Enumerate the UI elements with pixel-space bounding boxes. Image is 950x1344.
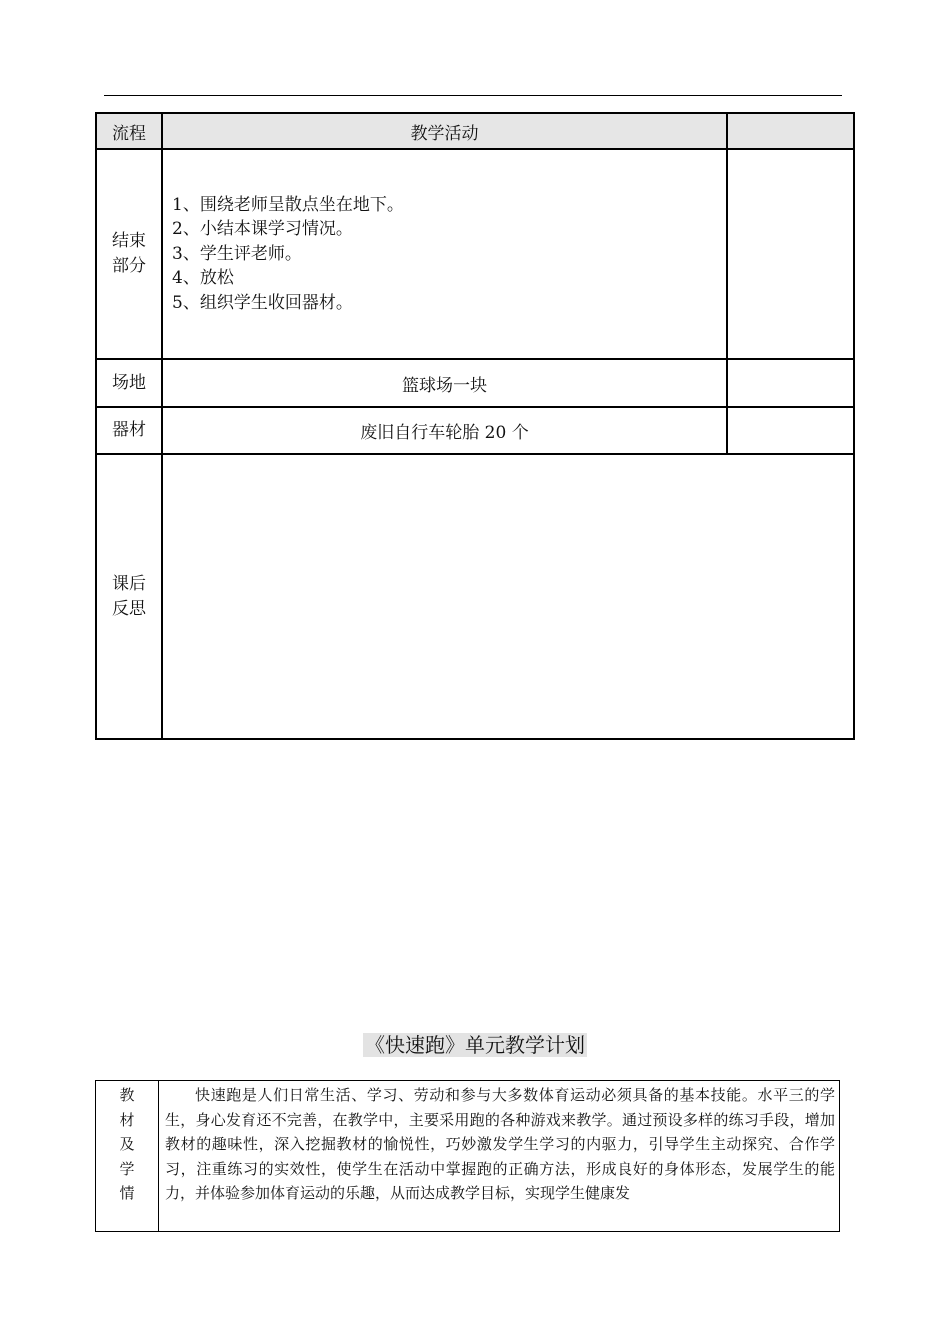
table-header-row [96, 113, 854, 149]
venue-label: 场地 [96, 359, 162, 407]
equipment-value: 废旧自行车轮胎 20 个 [162, 407, 727, 454]
equipment-label: 器材 [96, 407, 162, 454]
reflection-row [96, 454, 854, 739]
materials-label-cell [96, 1081, 159, 1232]
materials-label-char: 情 [119, 1184, 135, 1202]
ending-label: 结束 部分 [112, 231, 146, 276]
ending-notes-cell [727, 149, 854, 359]
materials-label-char: 教 [119, 1086, 135, 1104]
reflection-label-cell [96, 454, 162, 739]
header-rule [104, 95, 842, 96]
ending-activity-cell [162, 149, 727, 359]
ending-label-cell [96, 149, 162, 359]
venue-row [96, 359, 854, 407]
materials-description: 快速跑是人们日常生活、学习、劳动和参与大多数体育运动必须具备的基本技能。水平三的学生，身心发育还不完善，在教学中，主要采用跑的各种游戏来教学。通过预设多样的练习手段，增加教材的趣味性，深入挖掘教材的愉悦性，巧妙激发学生学习的内驱力，引导学生主动探究、合作学习，注重练习的实效性，使学生在活动中掌握跑的正确方法，形成良好的身体形态，发展学生的能力，并体验参加体育运动的乐趣，从而达成教学目标，实现学生健康发 [159, 1081, 840, 1232]
list-item: 4、放松 [172, 268, 234, 289]
list-item: 5、组织学生收回器材。 [172, 292, 353, 313]
header-activity: 教学活动 [162, 113, 727, 149]
header-notes [727, 113, 854, 149]
unit-plan-title-text: 《快速跑》单元教学计划 [365, 1033, 585, 1057]
lesson-activity-table [95, 112, 855, 740]
materials-label-char: 学 [119, 1159, 135, 1178]
list-item: 2、小结本课学习情况。 [172, 219, 353, 240]
reflection-label: 课后 反思 [112, 573, 146, 619]
equipment-notes-cell [727, 407, 854, 454]
materials-label-char: 材 [119, 1110, 135, 1129]
list-item: 3、学生评老师。 [172, 243, 302, 264]
header-process: 流程 [96, 113, 162, 149]
unit-plan-table [95, 1080, 840, 1232]
equipment-row [96, 407, 854, 454]
materials-label-char: 及 [119, 1135, 135, 1153]
unit-plan-title [0, 1030, 950, 1060]
venue-notes-cell [727, 359, 854, 407]
list-item: 1、围绕老师呈散点坐在地下。 [172, 194, 404, 215]
ending-row [96, 149, 854, 359]
reflection-content [162, 454, 854, 739]
materials-row [96, 1081, 840, 1232]
ending-activity-list [163, 193, 726, 316]
venue-value: 篮球场一块 [162, 359, 727, 407]
